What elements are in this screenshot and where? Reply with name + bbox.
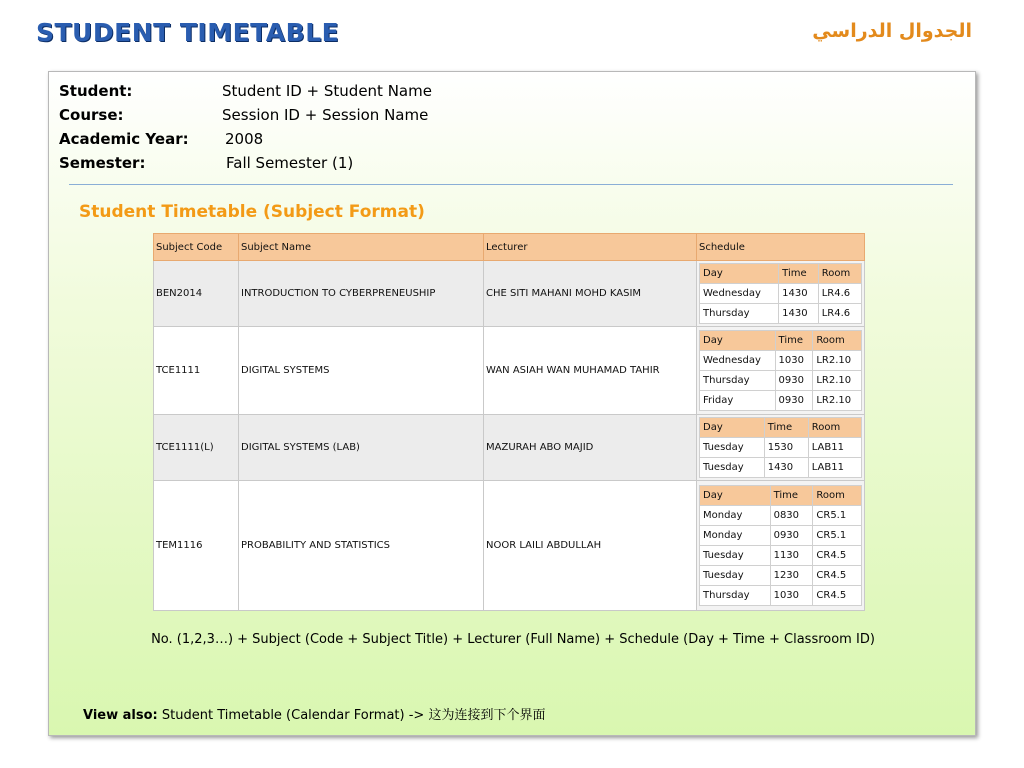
schedule-row	[700, 585, 862, 605]
schedule-time: 0930	[770, 525, 813, 545]
schedule-row	[700, 437, 862, 457]
subject-code-cell: TEM1116	[154, 480, 239, 610]
subject-name-cell: PROBABILITY AND STATISTICS	[239, 480, 484, 610]
schedule-cell	[697, 480, 865, 610]
page-title: STUDENT TIMETABLE	[36, 18, 340, 47]
schedule-room: LAB11	[808, 437, 861, 457]
arabic-title: الجدوال الدراسي	[812, 20, 972, 42]
lecturer-cell: NOOR LAILI ABDULLAH	[484, 480, 697, 610]
lecturer-cell: WAN ASIAH WAN MUHAMAD TAHIR	[484, 327, 697, 415]
schedule-row	[700, 545, 862, 565]
header-lecturer: Lecturer	[484, 234, 697, 261]
schedule-day: Thursday	[700, 304, 779, 324]
schedule-time: 0930	[775, 390, 813, 410]
schedule-time: 1430	[779, 284, 819, 304]
divider	[69, 184, 953, 185]
schedule-row	[700, 525, 862, 545]
schedule-room: CR4.5	[813, 565, 862, 585]
schedule-day: Tuesday	[700, 545, 771, 565]
timetable	[153, 233, 865, 611]
schedule-header-room: Room	[813, 485, 862, 505]
info-label: Semester:	[59, 154, 146, 172]
schedule-row	[700, 457, 862, 477]
lecturer-cell: MAZURAH ABO MAJID	[484, 414, 697, 480]
format-note: No. (1,2,3…) + Subject (Code + Subject Title) + Lecturer (Full Name) + Schedule (Day + Time + Classroom ID)	[151, 632, 875, 647]
lecturer-cell: CHE SITI MAHANI MOHD KASIM	[484, 261, 697, 327]
schedule-time: 1430	[764, 457, 808, 477]
schedule-cell	[697, 414, 865, 480]
schedule-header-row	[700, 330, 862, 350]
schedule-header-day: Day	[700, 264, 779, 284]
schedule-day: Tuesday	[700, 437, 765, 457]
schedule-day: Friday	[700, 390, 776, 410]
info-value: Student ID + Student Name	[222, 82, 432, 100]
schedule-time: 1530	[764, 437, 808, 457]
subject-name-cell: DIGITAL SYSTEMS (LAB)	[239, 414, 484, 480]
schedule-table	[699, 485, 862, 606]
schedule-time: 1230	[770, 565, 813, 585]
schedule-day: Monday	[700, 525, 771, 545]
schedule-header-day: Day	[700, 417, 765, 437]
schedule-header-time: Time	[770, 485, 813, 505]
table-row	[154, 414, 865, 480]
schedule-header-room: Room	[808, 417, 861, 437]
schedule-day: Tuesday	[700, 457, 765, 477]
schedule-header-room: Room	[818, 264, 861, 284]
info-label: Academic Year:	[59, 130, 189, 148]
subject-name-cell: INTRODUCTION TO CYBERPRENEUSHIP	[239, 261, 484, 327]
schedule-day: Wednesday	[700, 284, 779, 304]
header-subject-name: Subject Name	[239, 234, 484, 261]
schedule-row	[700, 390, 862, 410]
info-value: 2008	[225, 130, 264, 148]
schedule-row	[700, 370, 862, 390]
info-label: Course:	[59, 106, 124, 124]
schedule-header-row	[700, 417, 862, 437]
schedule-header-day: Day	[700, 485, 771, 505]
schedule-room: LR4.6	[818, 304, 861, 324]
info-label: Student:	[59, 82, 133, 100]
schedule-day: Tuesday	[700, 565, 771, 585]
subject-code-cell: BEN2014	[154, 261, 239, 327]
schedule-room: LR4.6	[818, 284, 861, 304]
table-row	[154, 261, 865, 327]
schedule-header-time: Time	[775, 330, 813, 350]
schedule-header-row	[700, 485, 862, 505]
section-title: Student Timetable (Subject Format)	[79, 202, 425, 222]
schedule-room: CR4.5	[813, 545, 862, 565]
schedule-room: CR5.1	[813, 525, 862, 545]
schedule-day: Monday	[700, 505, 771, 525]
schedule-time: 1030	[775, 350, 813, 370]
schedule-day: Thursday	[700, 370, 776, 390]
info-value: Session ID + Session Name	[222, 106, 429, 124]
schedule-cell	[697, 261, 865, 327]
schedule-room: CR5.1	[813, 505, 862, 525]
table-row	[154, 327, 865, 415]
schedule-room: LAB11	[808, 457, 861, 477]
schedule-row	[700, 284, 862, 304]
schedule-table	[699, 263, 862, 324]
info-value: Fall Semester (1)	[226, 154, 354, 172]
schedule-time: 1430	[779, 304, 819, 324]
schedule-header-time: Time	[779, 264, 819, 284]
schedule-header-day: Day	[700, 330, 776, 350]
content-panel	[48, 71, 976, 736]
view-also-label: View also:	[83, 708, 158, 723]
subject-code-cell: TCE1111(L)	[154, 414, 239, 480]
schedule-table	[699, 330, 862, 411]
schedule-room: CR4.5	[813, 585, 862, 605]
schedule-cell	[697, 327, 865, 415]
schedule-day: Thursday	[700, 585, 771, 605]
schedule-time: 0830	[770, 505, 813, 525]
schedule-row	[700, 565, 862, 585]
schedule-time: 1030	[770, 585, 813, 605]
view-also[interactable]	[83, 704, 545, 723]
schedule-row	[700, 505, 862, 525]
subject-code-cell: TCE1111	[154, 327, 239, 415]
subject-name-cell: DIGITAL SYSTEMS	[239, 327, 484, 415]
schedule-time: 0930	[775, 370, 813, 390]
header-subject-code: Subject Code	[154, 234, 239, 261]
schedule-header-time: Time	[764, 417, 808, 437]
schedule-table	[699, 417, 862, 478]
view-also-link[interactable]: Student Timetable (Calendar Format) -> 这为连接到下个界面	[157, 708, 546, 723]
table-row	[154, 480, 865, 610]
header-schedule: Schedule	[697, 234, 865, 261]
schedule-time: 1130	[770, 545, 813, 565]
schedule-day: Wednesday	[700, 350, 776, 370]
timetable-table	[153, 233, 865, 611]
schedule-room: LR2.10	[813, 390, 862, 410]
schedule-row	[700, 304, 862, 324]
schedule-row	[700, 350, 862, 370]
header-row	[154, 234, 865, 261]
schedule-header-row	[700, 264, 862, 284]
schedule-room: LR2.10	[813, 350, 862, 370]
schedule-room: LR2.10	[813, 370, 862, 390]
schedule-header-room: Room	[813, 330, 862, 350]
